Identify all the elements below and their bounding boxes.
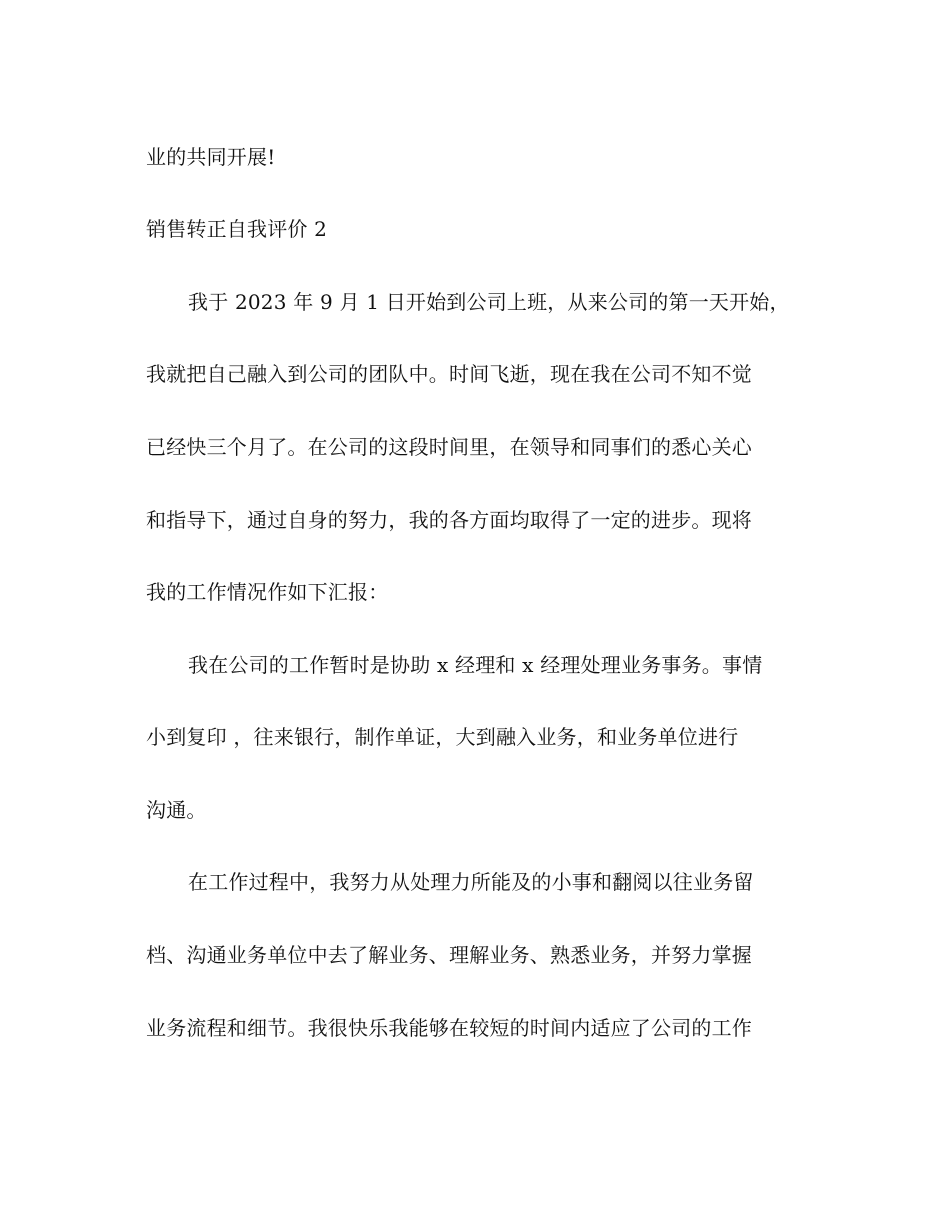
paragraph-1-line-1: 我于 2023 年 9 月 1 日开始到公司上班，从来公司的第一天开始，	[188, 290, 790, 314]
paragraph-1-line-2: 我就把自己融入到公司的团队中。时间飞逝，现在我在公司不知不觉	[146, 362, 752, 386]
paragraph-2-line-2: 小到复印 ，往来银行，制作单证，大到融入业务，和业务单位进行	[146, 725, 739, 749]
paragraph-3-line-2: 档、沟通业务单位中去了解业务、理解业务、熟悉业务，并努力掌握	[146, 943, 752, 967]
paragraph-1-line-3: 已经快三个月了。在公司的这段时间里，在领导和同事们的悉心关心	[146, 435, 752, 459]
paragraph-2-line-3: 沟通。	[146, 798, 207, 822]
paragraph-3-line-1: 在工作过程中，我努力从处理力所能及的小事和翻阅以往业务留	[188, 870, 754, 894]
section-heading: 销售转正自我评价 2	[146, 217, 328, 241]
paragraph-1-line-5: 我的工作情况作如下汇报：	[146, 580, 389, 604]
paragraph-continuation: 业的共同开展!	[146, 145, 276, 169]
paragraph-2-line-1: 我在公司的工作暂时是协助 x 经理和 x 经理处理业务事务。事情	[188, 653, 763, 677]
paragraph-1-line-4: 和指导下，通过自身的努力，我的各方面均取得了一定的进步。现将	[146, 508, 752, 532]
paragraph-3-line-3: 业务流程和细节。我很快乐我能够在较短的时间内适应了公司的工作	[146, 1016, 752, 1040]
